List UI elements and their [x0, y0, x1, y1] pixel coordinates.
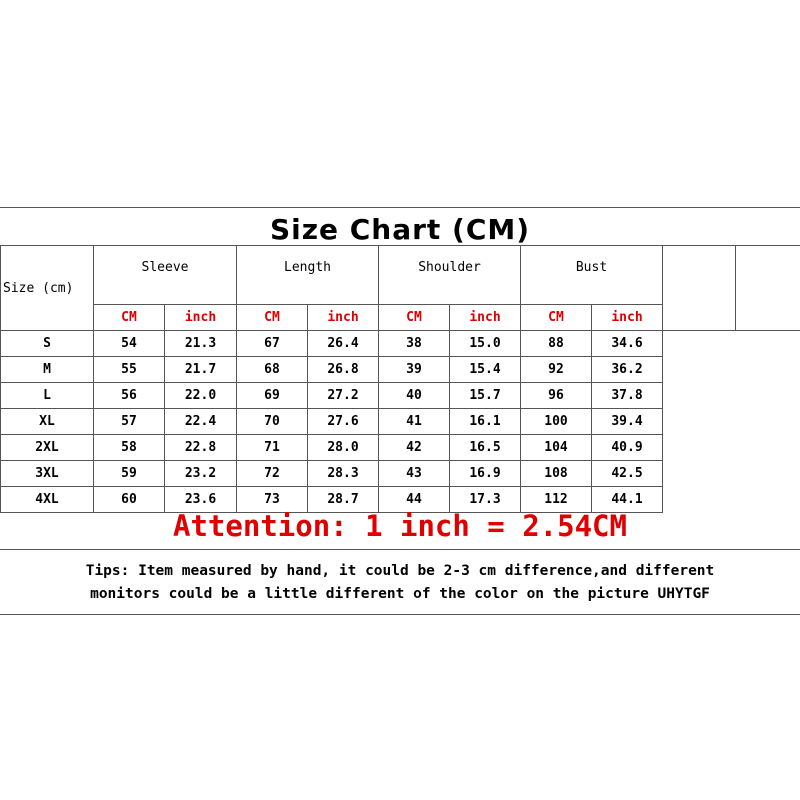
bust-cm-cell: 108	[521, 461, 592, 487]
shoulder-cm-cell: 43	[379, 461, 450, 487]
sleeve-cm-cell: 58	[94, 435, 165, 461]
sleeve-cm-cell: 54	[94, 331, 165, 357]
sleeve-inch-cell: 22.8	[165, 435, 237, 461]
size-cell: S	[1, 331, 94, 357]
length-cm-cell: 67	[237, 331, 308, 357]
shoulder-inch-cell: 15.4	[450, 357, 521, 383]
empty-column-2	[736, 246, 800, 331]
size-chart	[0, 207, 800, 617]
shoulder-cm-cell: 38	[379, 331, 450, 357]
size-table	[0, 245, 800, 513]
bust-cm-cell: 88	[521, 331, 592, 357]
length-cm-cell: 71	[237, 435, 308, 461]
length-inch-cell: 27.6	[308, 409, 379, 435]
size-cell: 2XL	[1, 435, 94, 461]
sleeve-inch-cell: 22.0	[165, 383, 237, 409]
size-cell: XL	[1, 409, 94, 435]
size-column-header: Size (cm)	[1, 246, 94, 331]
length-inch-cell: 26.4	[308, 331, 379, 357]
unit-cm: CM	[94, 305, 165, 331]
length-cm-cell: 68	[237, 357, 308, 383]
length-inch-cell: 26.8	[308, 357, 379, 383]
unit-inch: inch	[592, 305, 663, 331]
attention-note: Attention: 1 inch = 2.54CM	[0, 506, 800, 550]
unit-inch: inch	[165, 305, 237, 331]
sleeve-inch-cell: 23.2	[165, 461, 237, 487]
bust-inch-cell: 36.2	[592, 357, 663, 383]
sleeve-cm-cell: 56	[94, 383, 165, 409]
sleeve-cm-cell: 57	[94, 409, 165, 435]
empty-column-1	[663, 246, 736, 331]
table-row	[1, 461, 800, 487]
length-cm-cell: 73	[237, 487, 308, 513]
length-inch-cell: 28.3	[308, 461, 379, 487]
length-cm-cell: 72	[237, 461, 308, 487]
shoulder-inch-cell: 15.0	[450, 331, 521, 357]
shoulder-inch-cell: 16.9	[450, 461, 521, 487]
sleeve-inch-cell: 23.6	[165, 487, 237, 513]
length-header: Length	[237, 246, 379, 305]
sleeve-inch-cell: 21.3	[165, 331, 237, 357]
length-cm-cell: 70	[237, 409, 308, 435]
unit-cm: CM	[379, 305, 450, 331]
table-row	[1, 383, 800, 409]
unit-inch: inch	[308, 305, 379, 331]
table-row	[1, 435, 800, 461]
bust-inch-cell: 42.5	[592, 461, 663, 487]
sleeve-header: Sleeve	[94, 246, 237, 305]
shoulder-inch-cell: 17.3	[450, 487, 521, 513]
unit-cm: CM	[237, 305, 308, 331]
shoulder-cm-cell: 44	[379, 487, 450, 513]
size-cell: 3XL	[1, 461, 94, 487]
bust-inch-cell: 37.8	[592, 383, 663, 409]
sleeve-cm-cell: 59	[94, 461, 165, 487]
sleeve-cm-cell: 60	[94, 487, 165, 513]
unit-cm: CM	[521, 305, 592, 331]
header-row-groups	[1, 246, 800, 305]
shoulder-cm-cell: 39	[379, 357, 450, 383]
tips-note	[0, 549, 800, 615]
length-inch-cell: 28.0	[308, 435, 379, 461]
size-rows	[1, 331, 800, 513]
sleeve-cm-cell: 55	[94, 357, 165, 383]
bust-cm-cell: 92	[521, 357, 592, 383]
bust-inch-cell: 39.4	[592, 409, 663, 435]
shoulder-cm-cell: 41	[379, 409, 450, 435]
table-row	[1, 409, 800, 435]
bust-header: Bust	[521, 246, 663, 305]
tips-line-1: Tips: Item measured by hand, it could be 2-3 cm difference,and different	[85, 563, 715, 579]
size-cell: 4XL	[1, 487, 94, 513]
shoulder-header: Shoulder	[379, 246, 521, 305]
table-row	[1, 331, 800, 357]
shoulder-inch-cell: 16.1	[450, 409, 521, 435]
sleeve-inch-cell: 22.4	[165, 409, 237, 435]
shoulder-inch-cell: 16.5	[450, 435, 521, 461]
bust-inch-cell: 44.1	[592, 487, 663, 513]
length-cm-cell: 69	[237, 383, 308, 409]
chart-title: Size Chart (CM)	[269, 213, 531, 246]
bust-cm-cell: 104	[521, 435, 592, 461]
bust-inch-cell: 34.6	[592, 331, 663, 357]
sleeve-inch-cell: 21.7	[165, 357, 237, 383]
bust-cm-cell: 112	[521, 487, 592, 513]
size-cell: L	[1, 383, 94, 409]
bust-inch-cell: 40.9	[592, 435, 663, 461]
bust-cm-cell: 96	[521, 383, 592, 409]
size-cell: M	[1, 357, 94, 383]
shoulder-inch-cell: 15.7	[450, 383, 521, 409]
table-row	[1, 357, 800, 383]
bust-cm-cell: 100	[521, 409, 592, 435]
unit-inch: inch	[450, 305, 521, 331]
length-inch-cell: 27.2	[308, 383, 379, 409]
shoulder-cm-cell: 40	[379, 383, 450, 409]
length-inch-cell: 28.7	[308, 487, 379, 513]
shoulder-cm-cell: 42	[379, 435, 450, 461]
tips-line-2: monitors could be a little different of the color on the picture UHYTGF	[90, 586, 710, 602]
